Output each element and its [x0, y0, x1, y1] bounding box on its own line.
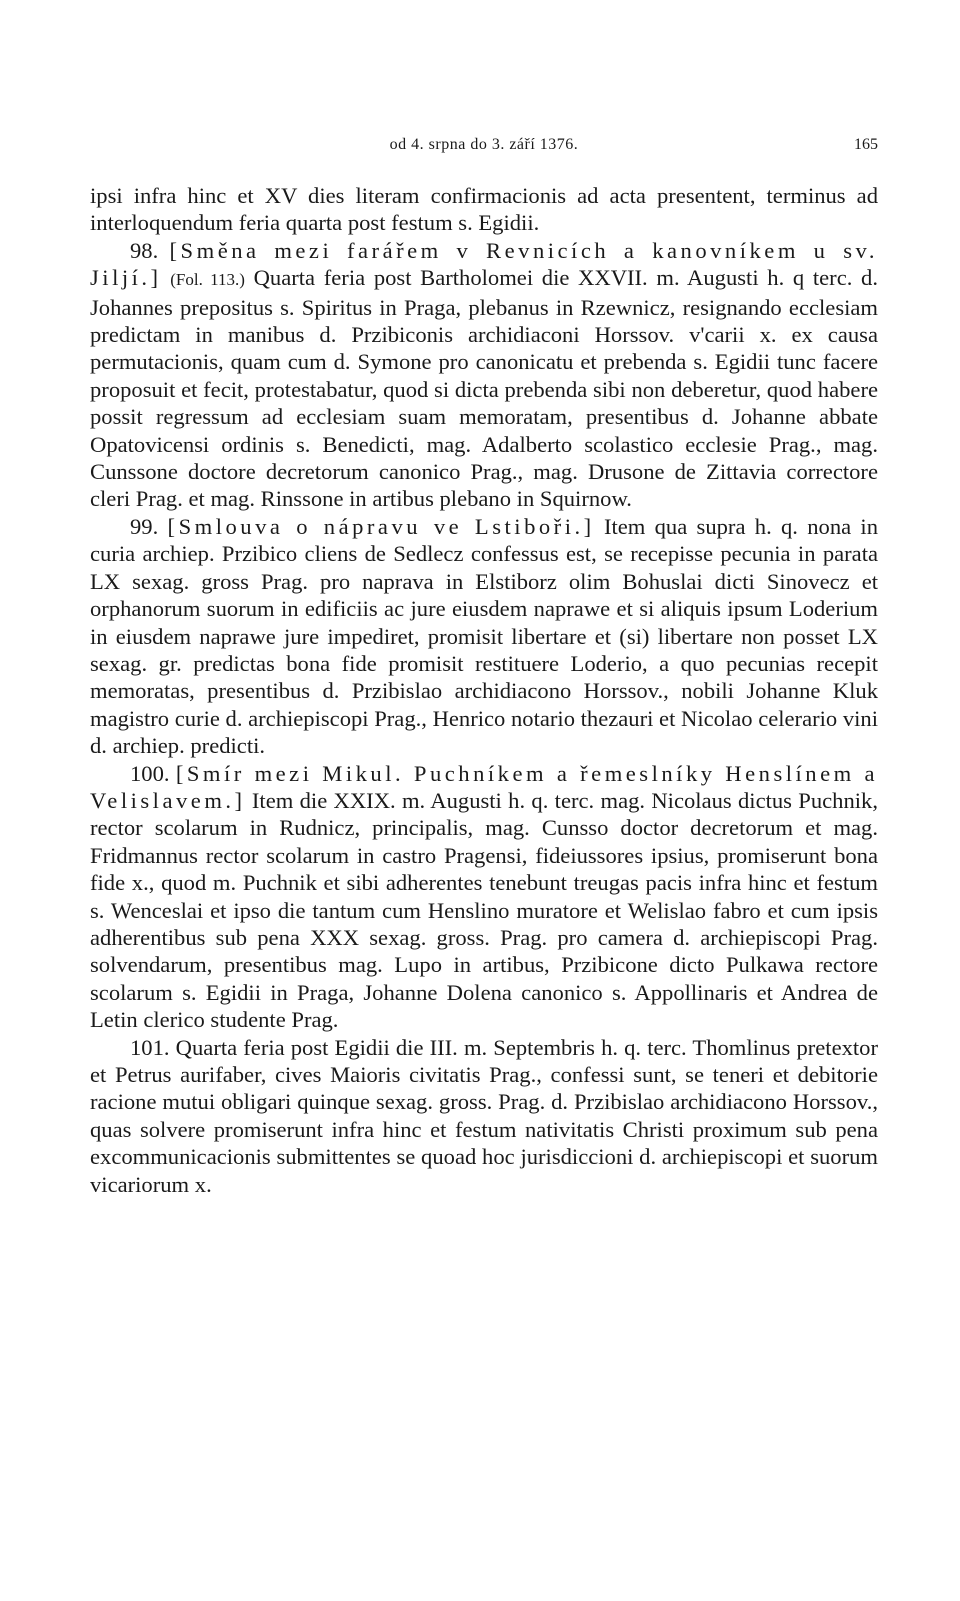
- entry-heading: [Směna mezi farářem v Revnicích a kanovníkem u sv. Jiljí.]: [90, 237, 878, 291]
- entry-101: [90, 1034, 878, 1198]
- entry-100: [90, 760, 878, 1034]
- entry-text: Quarta feria post Bartholomei die XXVII. m. Augusti h. q terc. d. Johannes prepositus s. Spiritus in Praga, plebanus in Rzewnicz, resignando ecclesiam predictam in manibus d. Przibiconis archidiaconi Horssov. v'carii x. ex causa permutacionis, quam cum d. Symone pro canonicatu et prebenda s. Egidii tunc facere proposuit et fecit, protestabatur, quod si dicta prebenda sibi non deberetur, quod habere possit regressum ad ecclesiam suam memoratam, presentibus d. Johanne abbate Opatovicensi ordinis s. Benedicti, mag. Adalberto scolastico ecclesie Prag., mag. Cunssone doctore decretorum canonico Prag., mag. Drusone de Zittavia correctore cleri Prag. et mag. Rinssone in artibus plebano in Squirnow.: [90, 265, 878, 512]
- entry-heading: [Smlouva o nápravu ve Lstiboři.]: [167, 513, 595, 539]
- entry-number: 99.: [130, 513, 159, 539]
- paragraph-continuation: [90, 182, 878, 237]
- entry-number: 100.: [130, 760, 170, 786]
- entry-heading: [Smír mezi Mikul. Puchníkem a řemeslníky Henslínem a Velislavem.]: [90, 760, 878, 813]
- entry-text: Item die XXIX. m. Augusti h. q. terc. mag. Nicolaus dictus Puchnik, rector scolarum in Rudnicz, principalis, mag. Cunsso doctor decretorum et mag. Fridmannus rector scolarum in castro Pragensi, fideiussores ipsius, promiserunt bona fide x., quod m. Puchnik et sibi adherentes tenebunt treugas pacis infra hinc et festum s. Wenceslai et ipso die tantum cum Henslino muratore et Welislao fabro et cum ipsis adherentibus sub pena XXX sexag. gross. Prag. pro camera d. archiepiscopi Prag. solvendarum, presentibus mag. Lupo in artibus, Przibicone dicto Pulkawa rectore scolarum s. Egidii in Praga, Johanne Dolena canonico s. Appollinaris et Andrea de Letin clerico studente Prag.: [90, 787, 878, 1033]
- entry-98: [90, 237, 878, 513]
- running-title: od 4. srpna do 3. září 1376.: [389, 136, 579, 153]
- entry-99: [90, 513, 878, 760]
- body-text: [90, 182, 878, 1198]
- entry-number: 101.: [130, 1034, 170, 1060]
- paragraph-text: ipsi infra hinc et XV dies literam confirmacionis ad acta presentent, terminus ad interloquendum feria quarta post festum s. Egidii.: [90, 183, 878, 236]
- entry-text: Quarta feria post Egidii die III. m. Septembris h. q. terc. Thomlinus pretextor et Petrus aurifaber, cives Maioris civitatis Prag., confessi sunt, se teneri et debitorie racione mutui obligari quinque sexag. gross. Prag. d. Przibislao archidiacono Horssov., quas solvere promiserunt infra hinc et festum nativitatis Christi proximum sub pena excommunicacionis submittentes se quoad hoc jurisdiccioni d. archiepiscopi et suorum vicariorum x.: [90, 1034, 878, 1197]
- entry-text: Item qua supra h. q. nona in curia archiep. Przibico cliens de Sedlecz confessus est, se recepisse pecunia in parata LX sexag. gross Prag. pro naprava in Elstiborz olim Bohuslai dicti Sinovecz et orphanorum suorum in edificiis ac jure eiusdem naprawe et si aliquis ipsum Loderium in eiusdem naprawe jure impediret, promisit libertare et (si) libertare non posset LX sexag. gr. predictas bona fide promisit restituere Loderio, a quo pecunias recepit memoratas, presentibus d. Przibislao archidiacono Horssov., nobili Johanne Kluk magistro curie d. archiepiscopi Prag., Henrico notario thezauri et Nicolao celerario vini d. archiep. predicti.: [90, 513, 879, 759]
- running-head: [90, 136, 878, 158]
- page-number: 165: [854, 136, 878, 153]
- folio-reference: (Fol. 113.): [170, 270, 245, 290]
- entry-number: 98.: [130, 237, 159, 263]
